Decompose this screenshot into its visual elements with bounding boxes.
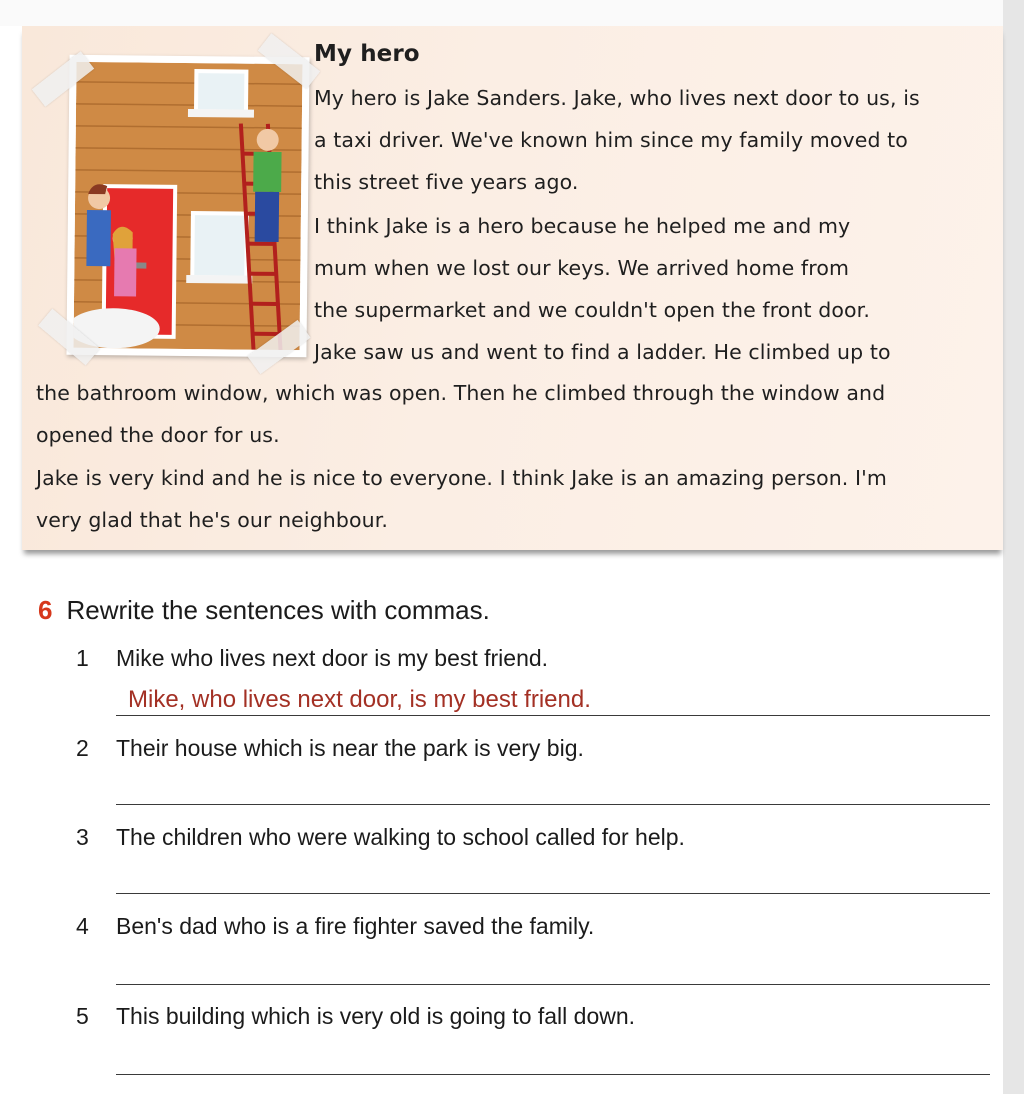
story-line: Jake is very kind and he is nice to everyone. I think Jake is an amazing person. I'm (36, 466, 887, 490)
reading-card (22, 26, 1003, 550)
story-line: the supermarket and we couldn't open the front door. (314, 298, 870, 322)
item-sentence: Ben's dad who is a fire fighter saved the family. (116, 913, 595, 939)
answer-line-2[interactable] (116, 804, 990, 805)
story-line: opened the door for us. (36, 423, 280, 447)
story-line: Jake saw us and went to find a ladder. He climbed up to (314, 340, 891, 364)
item-number: 5 (76, 1003, 89, 1029)
page-edge (1003, 0, 1024, 1094)
answer-1: Mike, who lives next door, is my best friend. (128, 686, 591, 713)
exercise-item-5 (76, 1003, 635, 1030)
story-line: I think Jake is a hero because he helped me and my (314, 214, 851, 238)
item-sentence: This building which is very old is going to fall down. (116, 1003, 636, 1029)
story-line: a taxi driver. We've known him since my family moved to (314, 128, 908, 152)
item-number: 2 (76, 735, 89, 761)
story-text (22, 26, 1003, 550)
story-line: the bathroom window, which was open. Then he climbed through the window and (36, 381, 886, 405)
story-line: very glad that he's our neighbour. (36, 508, 388, 532)
exercise-item-4 (76, 913, 594, 940)
page-top-margin (0, 0, 1003, 26)
exercise-heading (38, 595, 490, 626)
exercise-item-2 (76, 735, 584, 762)
answer-line-1[interactable] (116, 715, 990, 716)
item-sentence: Their house which is near the park is very big. (116, 735, 584, 761)
story-line: mum when we lost our keys. We arrived home from (314, 256, 850, 280)
item-sentence: Mike who lives next door is my best friend. (116, 645, 549, 671)
item-number: 1 (76, 645, 89, 671)
story-line: this street five years ago. (314, 170, 579, 194)
story-line: My hero is Jake Sanders. Jake, who lives next door to us, is (314, 86, 920, 110)
item-number: 3 (76, 824, 89, 850)
exercise-number: 6 (38, 595, 53, 625)
item-sentence: The children who were walking to school called for help. (116, 824, 685, 850)
story-title: My hero (314, 41, 420, 67)
exercise-item-3 (76, 824, 685, 851)
answer-line-5[interactable] (116, 1074, 990, 1075)
answer-line-3[interactable] (116, 893, 990, 894)
answer-line-4[interactable] (116, 984, 990, 985)
exercise-instruction: Rewrite the sentences with commas. (66, 595, 490, 625)
exercise-item-1 (76, 645, 548, 672)
item-number: 4 (76, 913, 89, 939)
